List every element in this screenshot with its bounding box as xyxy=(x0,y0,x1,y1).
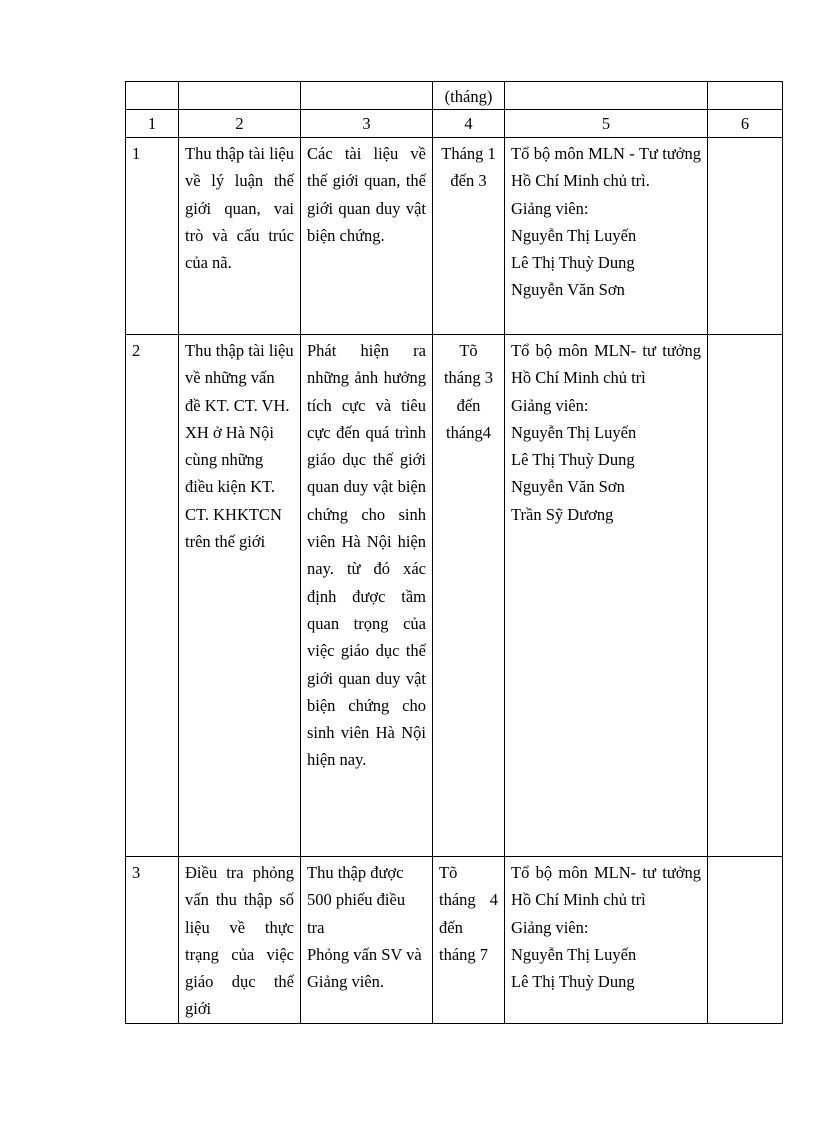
header-cell-3 xyxy=(301,82,433,110)
task-cell: Thu thập tài liệu về lý luận thế giới quan, vai trò và cấu trúc của nã. xyxy=(179,138,301,335)
performer-line: Tổ bộ môn MLN- tư tưởng Hồ Chí Minh chủ trì xyxy=(511,341,701,388)
column-number-row xyxy=(126,110,783,138)
column-number: 6 xyxy=(708,110,783,138)
performer-line: Nguyễn Thị Luyến xyxy=(511,225,637,245)
result-line: Phỏng vấn SV và Giảng viên. xyxy=(307,944,422,992)
column-number: 5 xyxy=(505,110,708,138)
time-cell: Tõ tháng 3 đến tháng4 xyxy=(433,335,505,857)
performer-line: Lê Thị Thuỳ Dung xyxy=(511,253,635,273)
column-number: 4 xyxy=(433,110,505,138)
performer-line: Tổ bộ môn MLN- tư tưởng Hồ Chí Minh chủ trì xyxy=(511,863,701,910)
note-cell xyxy=(708,857,783,1024)
result-line: Thu thập được 500 phiếu điều tra xyxy=(307,863,406,937)
row-number: 1 xyxy=(126,138,179,335)
performer-line: Nguyễn Thị Luyến xyxy=(511,422,637,442)
header-cell-1 xyxy=(126,82,179,110)
result-cell: Phát hiện ra những ảnh hưởng tích cực và tiêu cực đến quá trình giáo dục thế giới quan duy vật biện chứng cho sinh viên Hà Nội hiện nay. từ đó xác định được tầm quan trọng của việc giáo dục thế giới quan duy vật biện chứng cho sinh viên Hà Nội hiện nay. xyxy=(301,335,433,857)
performer-line: Nguyễn Văn Sơn xyxy=(511,280,625,300)
note-cell xyxy=(708,138,783,335)
row-number: 2 xyxy=(126,335,179,857)
table-row xyxy=(126,857,783,1024)
result-cell: Các tài liệu về thế giới quan, thế giới quan duy vật biện chứng. xyxy=(301,138,433,335)
row-number: 3 xyxy=(126,857,179,1024)
work-plan-table xyxy=(125,81,783,1024)
header-cell-5 xyxy=(505,82,708,110)
performer-cell xyxy=(505,138,708,335)
performer-line: Trần Sỹ Dương xyxy=(511,504,614,524)
column-number: 2 xyxy=(179,110,301,138)
performer-line: Giảng viên: xyxy=(511,917,589,937)
time-cell: Tháng 1 đến 3 xyxy=(433,138,505,335)
table-row xyxy=(126,138,783,335)
table-header-continuation-row xyxy=(126,82,783,110)
performer-line: Nguyễn Văn Sơn xyxy=(511,477,625,497)
performer-line: Nguyễn Thị Luyến xyxy=(511,944,637,964)
performer-cell xyxy=(505,335,708,857)
header-cell-6 xyxy=(708,82,783,110)
performer-line: Lê Thị Thuỳ Dung xyxy=(511,972,635,992)
header-cell-time-unit: (tháng) xyxy=(433,82,505,110)
performer-line: Giảng viên: xyxy=(511,395,589,415)
task-cell: Thu thập tài liệu về những vấn đề KT. CT. VH. XH ở Hà Nội cùng những điều kiện KT. CT. KHKTCN trên thế giới xyxy=(179,335,301,857)
time-cell: Tõ tháng 4 đến tháng 7 xyxy=(433,857,505,1024)
performer-line: Tổ bộ môn MLN - Tư tưởng Hồ Chí Minh chủ trì. xyxy=(511,144,701,191)
header-cell-2 xyxy=(179,82,301,110)
note-cell xyxy=(708,335,783,857)
table-row xyxy=(126,335,783,857)
result-cell xyxy=(301,857,433,1024)
column-number: 1 xyxy=(126,110,179,138)
task-cell: Điều tra phỏng vấn thu thập số liệu về thực trạng của việc giáo dục thế giới xyxy=(179,857,301,1024)
performer-line: Giảng viên: xyxy=(511,198,589,218)
performer-line: Lê Thị Thuỳ Dung xyxy=(511,450,635,470)
column-number: 3 xyxy=(301,110,433,138)
performer-cell xyxy=(505,857,708,1024)
